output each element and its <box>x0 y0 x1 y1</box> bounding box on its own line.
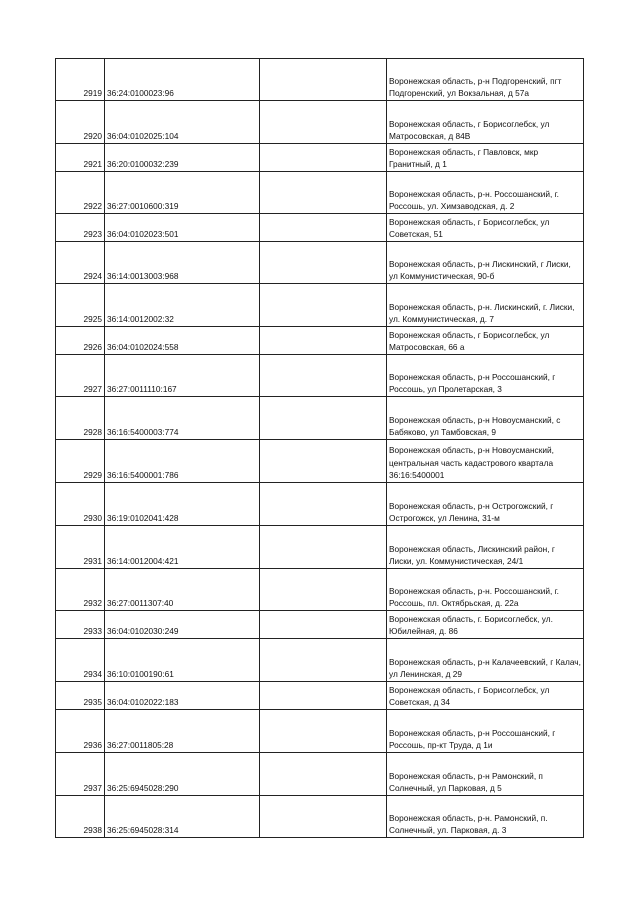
address: Воронежская область, р-н. Лискинский, г. Лиски, ул. Коммунистическая, д. 7 <box>387 284 584 327</box>
empty-cell <box>260 214 387 242</box>
empty-cell <box>260 710 387 753</box>
address: Воронежская область, г. Борисоглебск, ул. Юбилейная, д. 86 <box>387 611 584 639</box>
address: Воронежская область, Лискинский район, г Лиски, ул. Коммунистическая, 24/1 <box>387 526 584 569</box>
row-number: 2938 <box>56 796 105 838</box>
cadastral-number: 36:25:6945028:314 <box>105 796 260 838</box>
cadastral-number: 36:14:0012004:421 <box>105 526 260 569</box>
cadastral-number: 36:25:6945028:290 <box>105 753 260 796</box>
empty-cell <box>260 355 387 397</box>
empty-cell <box>260 682 387 710</box>
table-row <box>56 483 584 526</box>
cadastral-number: 36:10:0100190:61 <box>105 639 260 682</box>
empty-cell <box>260 796 387 838</box>
table-row <box>56 639 584 682</box>
address: Воронежская область, р-н Россошанский, г Россошь, ул Пролетарская, 3 <box>387 355 584 397</box>
table-row <box>56 569 584 611</box>
table-row <box>56 682 584 710</box>
row-number: 2921 <box>56 144 105 172</box>
empty-cell <box>260 59 387 101</box>
table-row <box>56 397 584 440</box>
empty-cell <box>260 284 387 327</box>
address: Воронежская область, р-н Новоусманский, центральная часть кадастрового квартала 36:16:5400001 <box>387 440 584 483</box>
address: Воронежская область, р-н Новоусманский, с Бабяково, ул Тамбовская, 9 <box>387 397 584 440</box>
row-number: 2926 <box>56 327 105 355</box>
cadastral-number: 36:16:5400003:774 <box>105 397 260 440</box>
registry-table <box>55 58 584 838</box>
table-row <box>56 101 584 144</box>
row-number: 2919 <box>56 59 105 101</box>
address: Воронежская область, г Павловск, мкр Гранитный, д 1 <box>387 144 584 172</box>
row-number: 2932 <box>56 569 105 611</box>
empty-cell <box>260 101 387 144</box>
table-row <box>56 796 584 838</box>
row-number: 2928 <box>56 397 105 440</box>
table-row <box>56 327 584 355</box>
empty-cell <box>260 440 387 483</box>
cadastral-number: 36:04:0102024:558 <box>105 327 260 355</box>
table-row <box>56 242 584 284</box>
row-number: 2925 <box>56 284 105 327</box>
cadastral-number: 36:04:0102022:183 <box>105 682 260 710</box>
cadastral-number: 36:04:0102025:104 <box>105 101 260 144</box>
address: Воронежская область, р-н. Россошанский, г. Россошь, ул. Химзаводская, д. 2 <box>387 172 584 214</box>
cadastral-number: 36:14:0012002:32 <box>105 284 260 327</box>
row-number: 2935 <box>56 682 105 710</box>
row-number: 2929 <box>56 440 105 483</box>
address: Воронежская область, г Борисоглебск, ул Матросовская, 66 а <box>387 327 584 355</box>
cadastral-number: 36:04:0102030:249 <box>105 611 260 639</box>
address: Воронежская область, р-н. Рамонский, п. Солнечный, ул. Парковая, д. 3 <box>387 796 584 838</box>
row-number: 2937 <box>56 753 105 796</box>
row-number: 2936 <box>56 710 105 753</box>
table-row <box>56 172 584 214</box>
empty-cell <box>260 483 387 526</box>
cadastral-number: 36:04:0102023:501 <box>105 214 260 242</box>
cadastral-number: 36:27:0011110:167 <box>105 355 260 397</box>
empty-cell <box>260 144 387 172</box>
address: Воронежская область, р-н Россошанский, г Россошь, пр-кт Труда, д 1и <box>387 710 584 753</box>
row-number: 2934 <box>56 639 105 682</box>
table-row <box>56 284 584 327</box>
table-row <box>56 753 584 796</box>
cadastral-number: 36:19:0102041:428 <box>105 483 260 526</box>
address: Воронежская область, г Борисоглебск, ул Советская, 51 <box>387 214 584 242</box>
table-row <box>56 355 584 397</box>
row-number: 2923 <box>56 214 105 242</box>
address: Воронежская область, р-н Рамонский, п Солнечный, ул Парковая, д 5 <box>387 753 584 796</box>
empty-cell <box>260 526 387 569</box>
address: Воронежская область, р-н Подгоренский, пгт Подгоренский, ул Вокзальная, д 57а <box>387 59 584 101</box>
row-number: 2933 <box>56 611 105 639</box>
table-row <box>56 440 584 483</box>
cadastral-number: 36:27:0011805:28 <box>105 710 260 753</box>
cadastral-number: 36:14:0013003:968 <box>105 242 260 284</box>
table-row <box>56 710 584 753</box>
cadastral-number: 36:24:0100023:96 <box>105 59 260 101</box>
cadastral-number: 36:20:0100032:239 <box>105 144 260 172</box>
address: Воронежская область, р-н Лискинский, г Лиски, ул Коммунистическая, 90-б <box>387 242 584 284</box>
row-number: 2931 <box>56 526 105 569</box>
table-row <box>56 59 584 101</box>
table-row <box>56 144 584 172</box>
address: Воронежская область, г Борисоглебск, ул Матросовская, д 84В <box>387 101 584 144</box>
empty-cell <box>260 172 387 214</box>
registry-rows <box>56 59 584 838</box>
row-number: 2927 <box>56 355 105 397</box>
empty-cell <box>260 327 387 355</box>
empty-cell <box>260 397 387 440</box>
cadastral-number: 36:27:0011307:40 <box>105 569 260 611</box>
empty-cell <box>260 639 387 682</box>
row-number: 2930 <box>56 483 105 526</box>
address: Воронежская область, р-н. Россошанский, г. Россошь, пл. Октябрьская, д. 22а <box>387 569 584 611</box>
empty-cell <box>260 569 387 611</box>
table-row <box>56 214 584 242</box>
address: Воронежская область, р-н Калачеевский, г Калач, ул Ленинская, д 29 <box>387 639 584 682</box>
table-row <box>56 611 584 639</box>
row-number: 2922 <box>56 172 105 214</box>
empty-cell <box>260 753 387 796</box>
row-number: 2920 <box>56 101 105 144</box>
cadastral-number: 36:27:0010600:319 <box>105 172 260 214</box>
row-number: 2924 <box>56 242 105 284</box>
address: Воронежская область, г Борисоглебск, ул Советская, д 34 <box>387 682 584 710</box>
cadastral-number: 36:16:5400001:786 <box>105 440 260 483</box>
empty-cell <box>260 242 387 284</box>
empty-cell <box>260 611 387 639</box>
address: Воронежская область, р-н Острогожский, г Острогожск, ул Ленина, 31-м <box>387 483 584 526</box>
table-row <box>56 526 584 569</box>
